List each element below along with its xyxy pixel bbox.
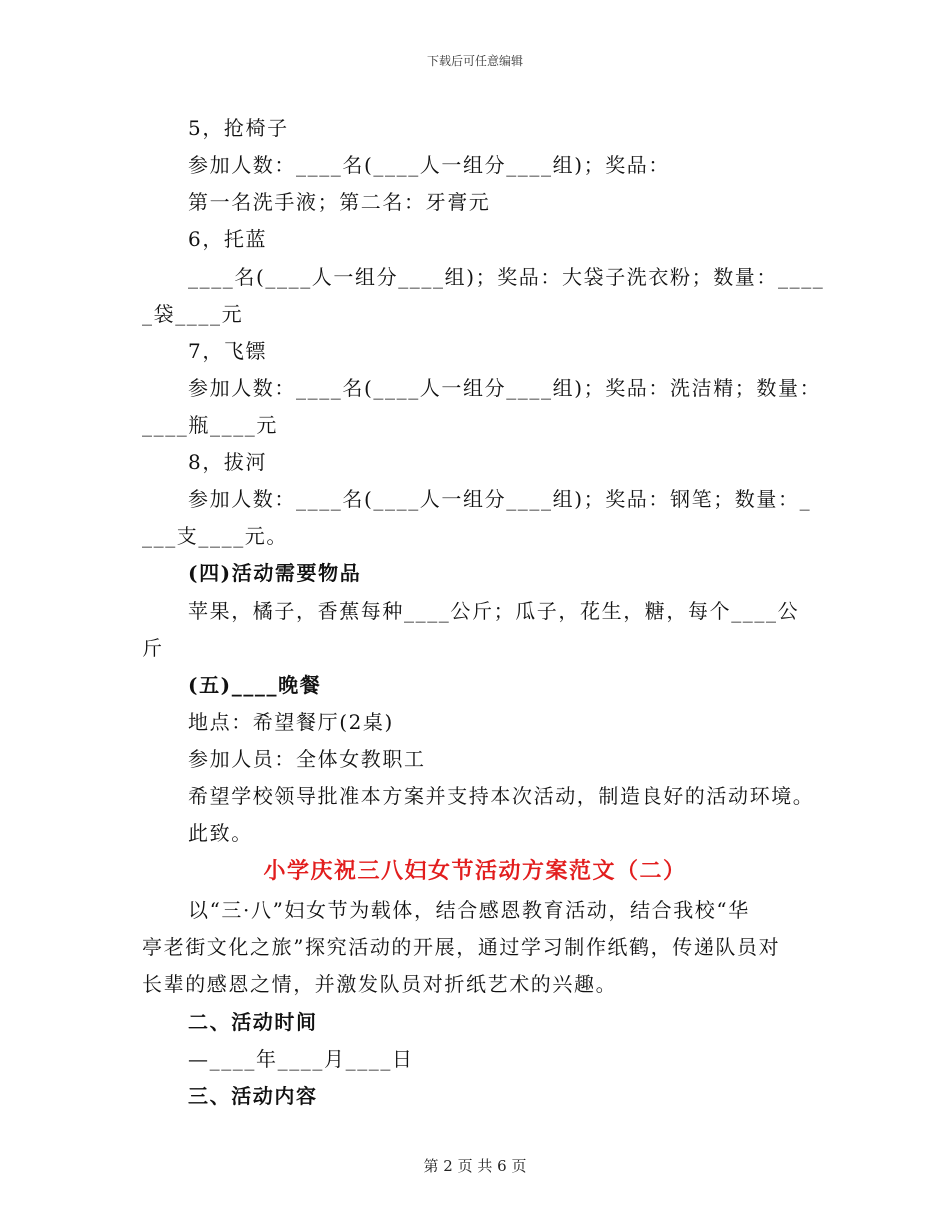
text-line: ____名(____人一组分____组)；奖品：大袋子洗衣粉；数量：____: [188, 265, 825, 289]
text-line: 6，托蓝: [188, 227, 268, 251]
text-line: 希望学校领导批准本方案并支持本次活动，制造良好的活动环境。: [188, 784, 815, 808]
text-line: —____年____月____日: [188, 1047, 414, 1071]
text-line: ____瓶____元: [142, 413, 278, 437]
section-heading: 三、活动内容: [188, 1084, 318, 1108]
section-title: 小学庆祝三八妇女节活动方案范文（二）: [263, 858, 687, 884]
text-line: ___支____元。: [142, 524, 288, 548]
text-line: 参加人数：____名(____人一组分____组)；奖品：洗洁精；数量：: [188, 376, 822, 400]
text-line: 此致。: [188, 821, 253, 845]
text-line: 亭老街文化之旅”探究活动的开展，通过学习制作纸鹤，传递队员对: [142, 935, 781, 959]
page-header: 下载后可任意编辑: [426, 54, 523, 68]
text-line: 7，飞镖: [188, 339, 268, 363]
text-line: 参加人数：____名(____人一组分____组)；奖品：钢笔；数量：_: [188, 487, 812, 511]
text-line: 第一名洗手液；第二名：牙膏元: [188, 190, 491, 214]
text-line: 5，抢椅子: [188, 116, 289, 140]
text-line: 地点：希望餐厅(2桌): [188, 710, 394, 734]
section-heading: (四)活动需要物品: [188, 561, 362, 585]
text-line: 长辈的感恩之情，并激发队员对折纸艺术的兴趣。: [142, 972, 618, 996]
text-line: 参加人数：____名(____人一组分____组)；奖品：: [188, 153, 671, 177]
text-line: 苹果，橘子，香蕉每种____公斤；瓜子，花生，糖，每个____公: [188, 599, 800, 623]
text-line: 以“三·八”妇女节为载体，结合感恩教育活动，结合我校“华: [188, 898, 750, 922]
text-line: 参加人员：全体女教职工: [188, 747, 426, 771]
section-heading: 二、活动时间: [188, 1010, 318, 1034]
text-line: 8，拔河: [188, 450, 268, 474]
text-line: _袋____元: [142, 302, 244, 326]
text-line: 斤: [142, 636, 164, 660]
section-heading: (五)____晚餐: [188, 673, 322, 697]
page-footer: 第 2 页 共 6 页: [423, 1157, 527, 1175]
